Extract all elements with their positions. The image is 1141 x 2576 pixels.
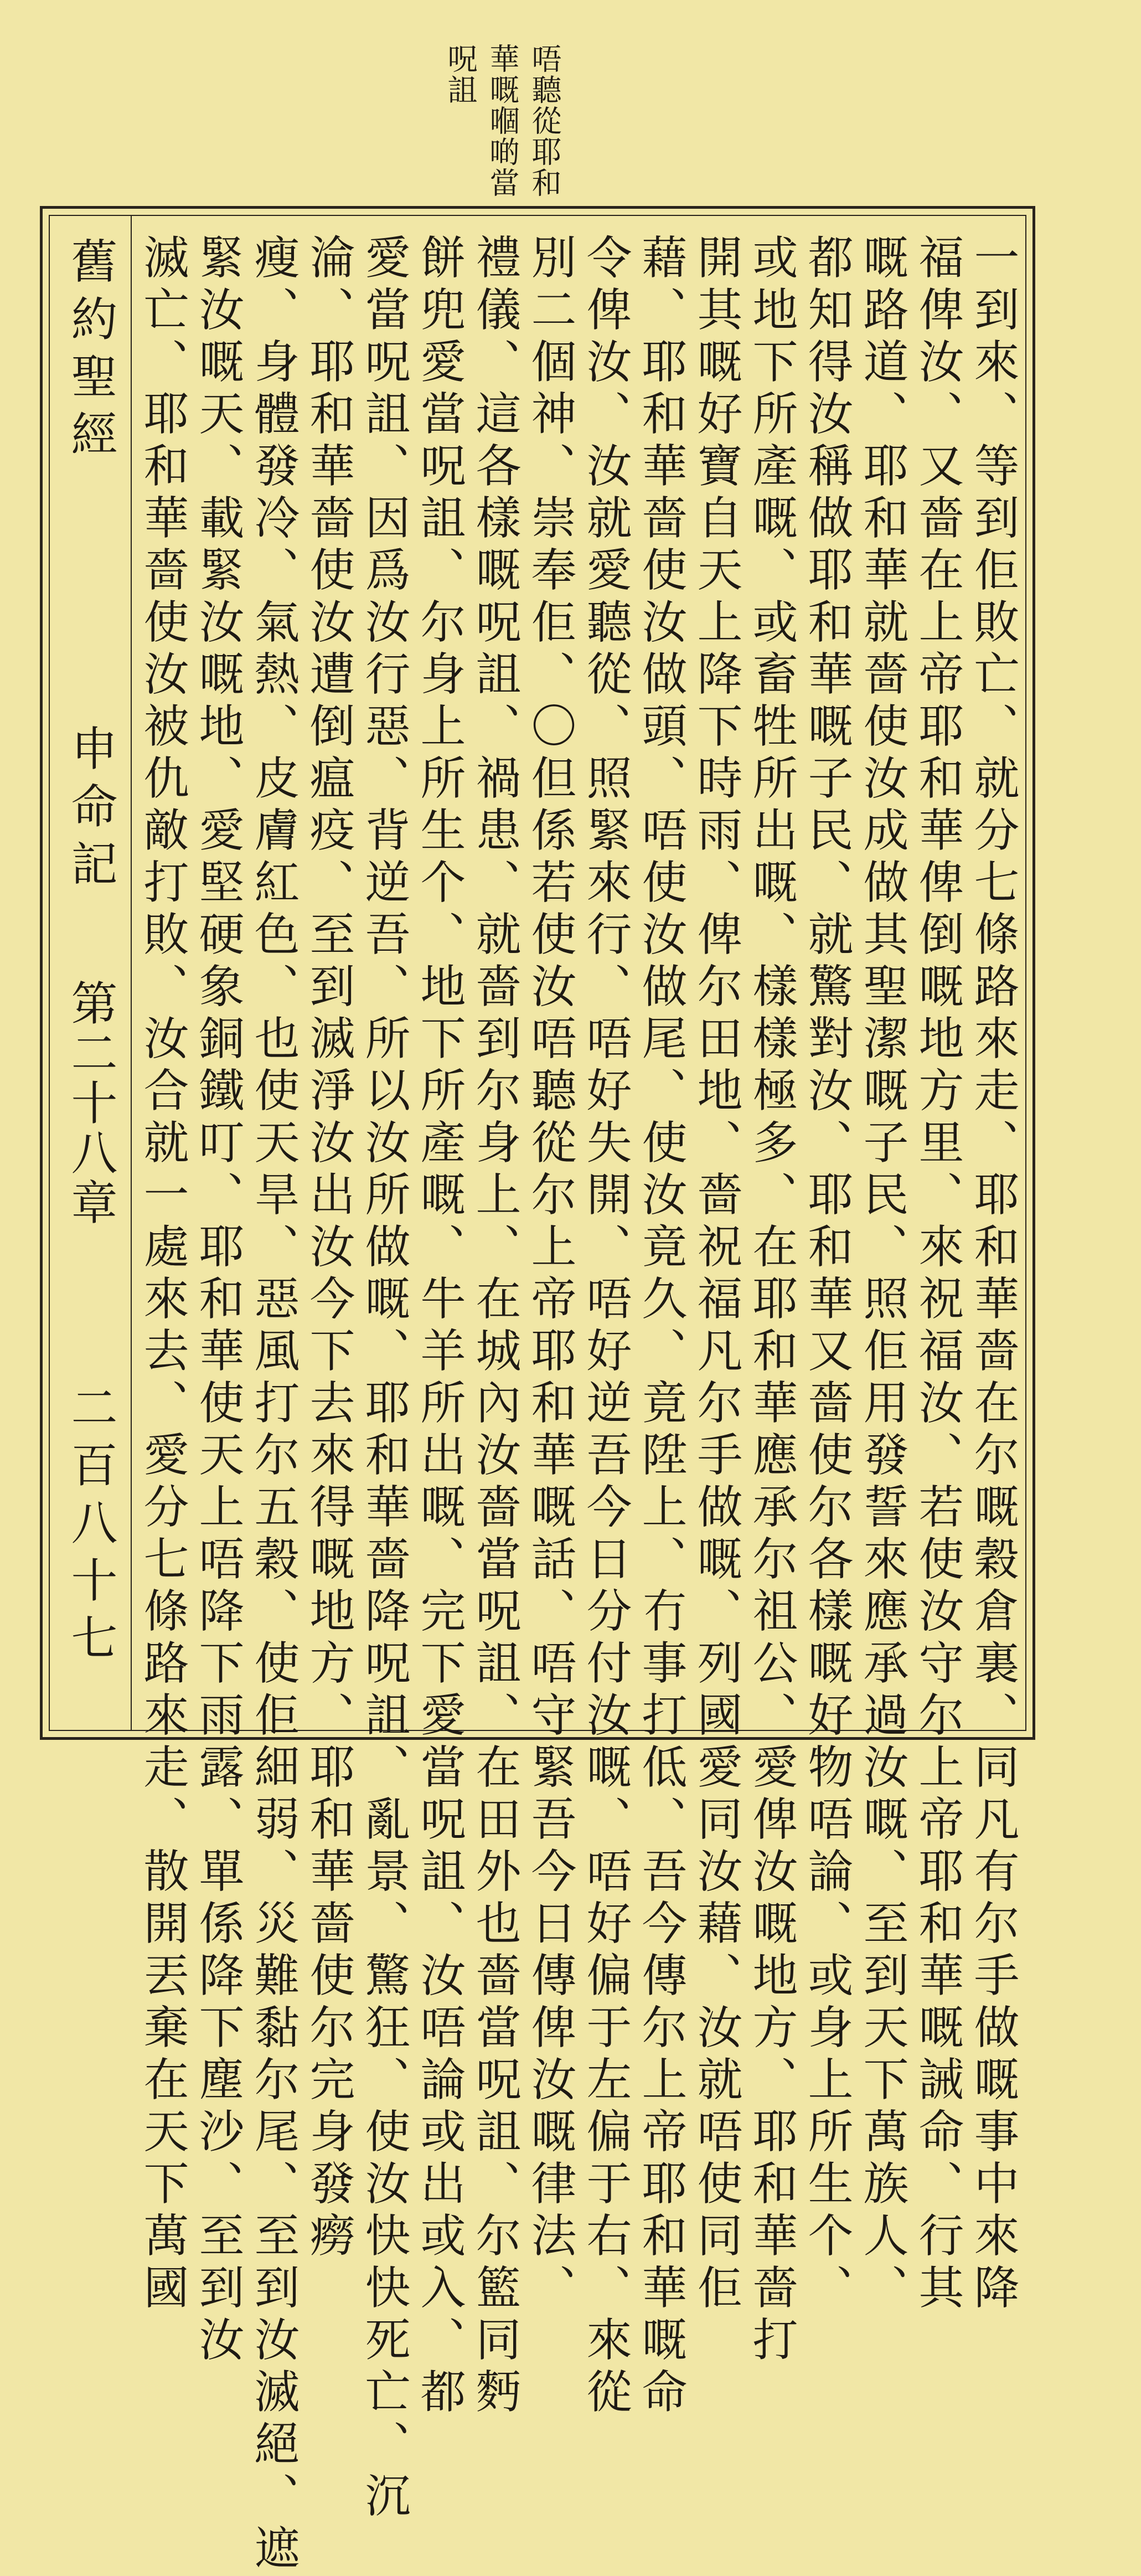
margin-column <box>49 215 132 1731</box>
text-column: 瘦、身體發冷、氣熱、皮膚紅色、也使天旱、惡風打尔五穀、使佢細弱、災難黏尔尾、至到汝滅絕、遮 <box>247 234 300 2576</box>
text-column: 嘅路道、耶和華就嗇使汝成做其聖潔嘅子民、照佢用發誓來應承過汝嘅、至到天下萬族人、 <box>856 234 908 2316</box>
scripture-text <box>132 221 1020 2576</box>
book-title: 舊約聖經 <box>64 237 118 467</box>
book-name: 申命記 <box>64 724 118 897</box>
text-column: 福俾汝、又嗇在上帝耶和華俾倒嘅地方里、來祝福汝、若使汝守尔上帝耶和華嘅誡命、行其 <box>911 234 964 2316</box>
text-column: 餅兜愛當呪詛、尔身上所生个、地下所產嘅、牛羊所出嘅、完下愛當呪詛、汝唔論或出或入、都 <box>413 234 466 2420</box>
text-column: 開其嘅好寶自天上降下時雨、俾尔田地、嗇祝福凡尔手做嘅、列國愛同汝藉、汝就唔使同佢 <box>690 234 742 2316</box>
text-column: 愛當呪詛、因爲汝行惡、背逆吾、所以汝所做嘅、耶和華嗇降呪詛、亂景、驚狂、使汝快快死亡、沉 <box>358 234 410 2524</box>
text-column: 或地下所產嘅、或畜牲所出嘅、樣樣極多、在耶和華應承尔祖公、愛俾汝嘅地方、耶和華嗇打 <box>745 234 798 2368</box>
header-note-line3: 呪詛 <box>443 43 478 105</box>
text-column: 一到來、等到佢敗亡、就分七條路來走、耶和華嗇在尔嘅穀倉裏、同凡有尔手做嘅事中來降 <box>967 234 1019 2316</box>
text-column: 藉、耶和華嗇使汝做頭、唔使汝做尾、使汝竟久、竟陞上、冇事打低、吾今傳尔上帝耶和華嘅命 <box>634 234 687 2420</box>
text-column: 緊汝嘅天、載緊汝嘅地、愛堅硬象銅鐵叮、耶和華使天上唔降下雨露、單係降下塵沙、至到汝 <box>192 234 244 2368</box>
text-column: 都知得汝稱做耶和華嘅子民、就驚對汝、耶和華又嗇使尔各樣嘅好物唔論、或身上所生个、 <box>801 234 853 2316</box>
text-column: 令俾汝、汝就愛聽從、照緊來行、唔好失開、唔好逆吾今日分付汝嘅、唔好偏于左偏于右、來從 <box>579 234 632 2420</box>
text-column: 別二個神、崇奉佢、〇但係若使汝唔聽從尔上帝耶和華嘅話、唔守緊吾今日傳俾汝嘅律法、 <box>524 234 576 2316</box>
page-number: 二百八十七 <box>64 1383 118 1671</box>
text-column: 滅亡、耶和華嗇使汝被仇敵打敗、汝合就一處來去、愛分七條路來走、散開丟棄在天下萬國 <box>136 234 189 2316</box>
header-note-line2: 華嘅嗰啲當 <box>485 43 520 198</box>
header-note-line1: 唔聽從耶和 <box>527 43 562 198</box>
text-column: 淪、耶和華嗇使汝遭倒瘟疫、至到滅淨汝出汝今下去來得嘅地方、耶和華嗇使尔完身發癆 <box>302 234 355 2264</box>
text-column: 禮儀、這各樣嘅呪詛、禍患、就嗇到尔身上、在城內汝嗇當呪詛、在田外也嗇當呪詛、尔籃同麪 <box>468 234 521 2420</box>
chapter-label: 第二十八章 <box>64 979 118 1228</box>
